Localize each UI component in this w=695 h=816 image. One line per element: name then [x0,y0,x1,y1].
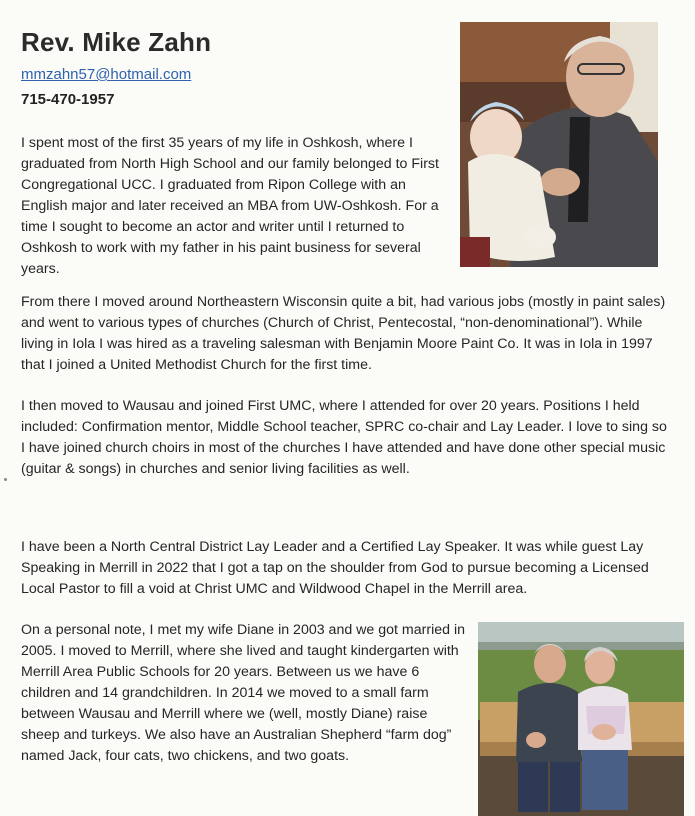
photo-man-holding-baby [460,22,658,267]
email-link[interactable]: mmzahn57@hotmail.com [21,66,192,83]
bio-paragraph-personal: On a personal note, I met my wife Diane in 2003 and we got married in 2005. I moved to Merrill, where she lived and taught kindergarten with Merrill Area Public Schools for 20 years. Between us we have 6 children and 14 grandchildren. In 2014 we moved to a small farm between Wausau and Merrill where we (well, mostly Diane) raise sheep and turkeys. We also have an Australian Shepherd “farm dog” named Jack, four cats, two chickens, and two goats. [21,622,465,764]
bio-paragraph-early-life: I spent most of the first 35 years of my life in Oshkosh, where I graduated from North High School and our family belonged to First Congregational UCC. I graduated from Ripon College with an English major and later received an MBA from UW-Oshkosh. For a time I sought to become an actor and writer until I returned to Oshkosh to work with my father in his paint business for several years. [21,135,439,277]
bio-paragraph-lay-ministry: I have been a North Central District Lay Leader and a Certified Lay Speaker. It was while guest Lay Speaking in Merrill in 2022 that I got a tap on the shoulder from God to pursue becoming a Licensed Local Pastor to fill a void at Christ UMC and Wildwood Chapel in the Merrill area. [21,539,649,597]
bio-paragraph-wisconsin: From there I moved around Northeastern Wisconsin quite a bit, had various jobs (mostly in paint sales) and went to various types of churches (Church of Christ, Pentecostal, “non-denominational”). While living in Iola I was hired as a traveling salesman with Benjamin Moore Paint Co. It was in Iola in 1997 that I joined a United Methodist Church for the first time. [21,294,666,373]
photo-couple-on-bench-illustration [478,622,684,816]
phone-number: 715-470-1957 [21,91,115,108]
bio-paragraph-wausau: I then moved to Wausau and joined First UMC, where I attended for over 20 years. Positions I held included: Confirmation mentor, Middle School teacher, SPRC co-chair and Lay Leader. I love to sing so I have joined church choirs in most of the churches I have attended and have done other special music (guitar & songs) in churches and senior living facilities as well. [21,398,667,477]
scan-speck [4,478,7,481]
page-title: Rev. Mike Zahn [21,27,212,57]
photo-man-holding-baby-illustration [460,22,658,267]
photo-couple-on-bench [478,622,684,816]
